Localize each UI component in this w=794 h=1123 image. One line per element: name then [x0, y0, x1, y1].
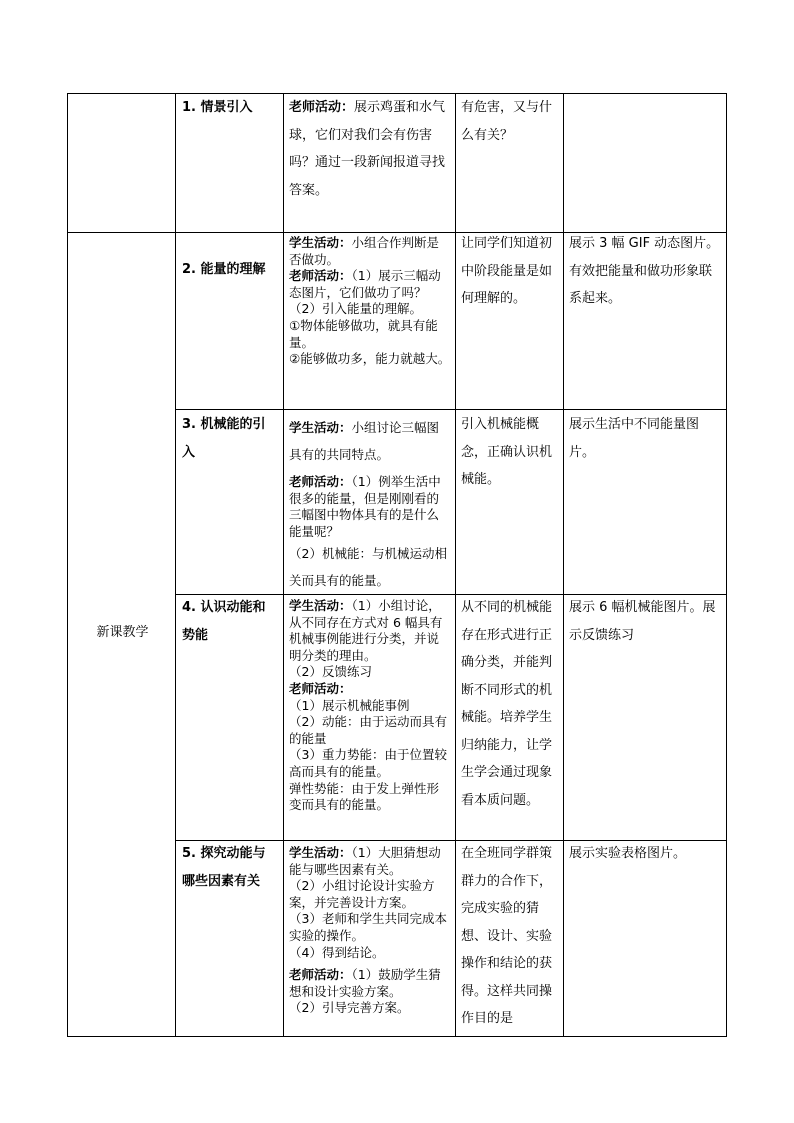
activity-line: （2）小组讨论设计实验方案，并完善设计方案。: [289, 878, 435, 910]
stage-label: 新课教学: [96, 625, 149, 640]
activity-text: 小组讨论三幅图具有的共同特点。: [289, 420, 440, 462]
activity-line: （2）机械能：与机械运动相关而具有的能量。: [289, 546, 447, 589]
activity-cell: [289, 235, 451, 368]
activity-label: 老师活动：: [289, 474, 352, 489]
activity-text: （1）鼓励学生猜想和设计实验方案。: [289, 967, 441, 999]
activity-line: [289, 235, 451, 268]
step-title: 5. 探究动能与哪些因素有关: [182, 846, 266, 889]
activity-cell: [289, 598, 451, 814]
activity-label: 老师活动：: [289, 680, 352, 696]
activity-cell: [289, 845, 451, 1017]
activity-line: （2）引导完善方案。: [289, 1000, 410, 1016]
intent-cell: 引入机械能概念，正确认识机械能。: [461, 417, 553, 487]
activity-label: 老师活动：: [289, 967, 352, 983]
activity-text: （1）展示三幅动态图片，它们做功了吗？: [289, 268, 441, 300]
activity-line: （3）老师和学生共同完成本实验的操作。: [289, 911, 447, 943]
col-divider-2: [283, 94, 284, 1036]
step-title: 3. 机械能的引入: [182, 417, 266, 460]
col-divider-3: [455, 94, 456, 1036]
col-divider-4: [563, 94, 564, 1036]
activity-label: 老师活动：: [289, 268, 352, 284]
step-title: 2. 能量的理解: [182, 262, 266, 277]
intent-cell: 有危害，又与什么有关？: [461, 100, 553, 143]
activity-line: [289, 845, 451, 878]
activity-text: （1）小组讨论，从不同存在方式对 6 幅具有机械事例能进行分类，并说明分类的理由。: [289, 598, 443, 663]
intent-cell: 从不同的机械能存在形式进行正确分类，并能判断不同形式的机械能。培养学生归纳能力，让学生学会通过现象看本质问题。: [461, 600, 553, 808]
media-cell: 展示 3 幅 GIF 动态图片。有效把能量和做功形象联系起来。: [569, 236, 720, 306]
activity-cell: [289, 414, 451, 594]
activity-line: （1）展示机械能事例: [289, 697, 410, 713]
activity-line: [289, 268, 451, 301]
activity-line: [289, 474, 451, 540]
activity-line: （2）动能：由于运动而具有的能量: [289, 714, 447, 746]
activity-label: 学生活动：: [289, 598, 352, 613]
activity-line: （2）引入能量的理解。: [289, 301, 422, 317]
step-title: 1. 情景引入: [182, 100, 253, 115]
media-cell: 展示实验表格图片。: [569, 846, 687, 861]
step-title: 4. 认识动能和势能: [182, 600, 266, 643]
activity-label: 老师活动：: [289, 100, 355, 115]
activity-label: 学生活动：: [289, 420, 352, 435]
activity-text: 展示鸡蛋和水气球，它们对我们会有伤害吗？通过一段新闻报道寻找答案。: [289, 100, 446, 198]
activity-text: （1）大胆猜想动能与哪些因素有关。: [289, 845, 441, 877]
activity-label: 学生活动：: [289, 845, 352, 860]
activity-line: （2）反馈练习: [289, 664, 372, 680]
activity-line: [289, 967, 451, 1000]
activity-label: 学生活动：: [289, 235, 352, 250]
col-divider-1: [175, 94, 176, 1036]
activity-line: [289, 414, 451, 468]
intent-cell: 在全班同学群策群力的合作下，完成实验的猜想、设计、实验操作和结论的获得。这样共同操作目的是: [461, 846, 553, 1026]
intent-cell: 让同学们知道初中阶段能量是如何理解的。: [461, 236, 553, 306]
activity-line: [289, 598, 451, 664]
activity-text: 小组合作判断是否做功。: [289, 235, 440, 267]
media-cell: 展示 6 幅机械能图片。展示反馈练习: [569, 600, 716, 643]
row-divider-2: [176, 409, 726, 410]
media-cell: 展示生活中不同能量图片。: [569, 417, 700, 460]
activity-line: （4）得到结论。: [289, 944, 385, 960]
activity-cell: [289, 94, 451, 204]
activity-line: ②能够做功多，能力就越大。: [289, 351, 451, 367]
activity-line: ①物体能够做功，就具有能量。: [289, 317, 438, 350]
activity-line: 弹性势能：由于发上弹性形变而具有的能量。: [289, 780, 440, 813]
activity-line: （3）重力势能：由于位置较高而具有的能量。: [289, 747, 447, 779]
activity-text: （1）例举生活中很多的能量，但是刚刚看的三幅图中物体具有的是什么能量呢？: [289, 474, 441, 539]
